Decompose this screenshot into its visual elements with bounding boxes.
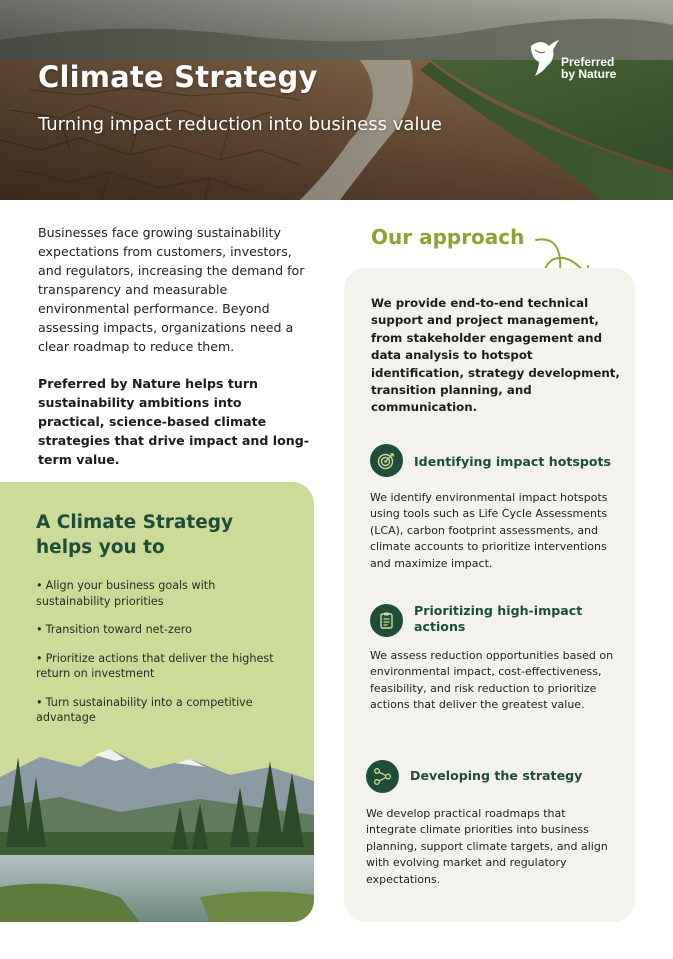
hummingbird-icon (527, 36, 561, 80)
approach-card (344, 268, 635, 922)
helps-title: A Climate Strategy helps you to (36, 512, 234, 558)
approach-title: Our approach (371, 225, 525, 249)
list-item-text: Transition toward net-zero (45, 623, 192, 636)
list-item-text: Align your business goals with sustainability priorities (36, 579, 216, 608)
section-title-actions: Prioritizing high-impact actions (414, 603, 583, 634)
section-title-hotspots: Identifying impact hotspots (414, 454, 612, 469)
logo-line-1: Preferred (561, 55, 615, 69)
logo-line-2: by Nature (561, 67, 617, 81)
section-body-strategy: We develop practical roadmaps that integrate climate priorities into business planning, support climate targets, and align with evolving market and regulatory expectations. (366, 807, 608, 886)
list-item: • Prioritize actions that deliver the highest return on investment (36, 651, 274, 680)
intro-bold-paragraph: Preferred by Nature helps turn sustainability ambitions into practical, science-based climate strategies that drive impact and long-term value. (38, 376, 309, 467)
strategy-flow-icon (366, 760, 399, 793)
list-item: • Turn sustainability into a competitive advantage (36, 695, 253, 724)
mountain-lake-photo (0, 737, 314, 922)
section-body-hotspots: We identify environmental impact hotspots using tools such as Life Cycle Assessments (LCA), carbon footprint assessments, and climate accounts to prioritize interventions and maximize impact. (370, 491, 608, 570)
list-item: • Align your business goals with sustainability priorities (36, 579, 216, 608)
section-body-actions: We assess reduction opportunities based on environmental impact, cost-effectiveness, feasibility, and risk reduction to prioritize actions that deliver the greatest value. (370, 649, 614, 712)
header-banner (0, 0, 673, 200)
target-icon (370, 444, 403, 477)
clipboard-icon (370, 604, 403, 637)
logo-text (561, 56, 616, 80)
cracked-earth-photo (0, 0, 673, 200)
section-title-strategy: Developing the strategy (410, 768, 583, 783)
list-item-text: Turn sustainability into a competitive advantage (36, 695, 253, 724)
list-item: • Transition toward net-zero (36, 623, 192, 636)
intro-paragraph: Businesses face growing sustainability expectations from customers, investors, and regulators, increasing the demand for transparency and measurable environmental performance. Beyond assessing impacts, organizations need a clear roadmap to reduce them. (38, 225, 305, 354)
page-subtitle: Turning impact reduction into business value (38, 114, 442, 135)
page-title: Climate Strategy (38, 60, 318, 94)
preferred-by-nature-logo (527, 36, 642, 82)
approach-intro: We provide end-to-end technical support and project management, from stakeholder engagement and data analysis to hotspot identification, strategy development, transition planning, and communication. (371, 296, 620, 415)
helps-list (36, 578, 286, 739)
list-item-text: Prioritize actions that deliver the highest return on investment (36, 651, 274, 680)
helps-panel (0, 482, 314, 922)
